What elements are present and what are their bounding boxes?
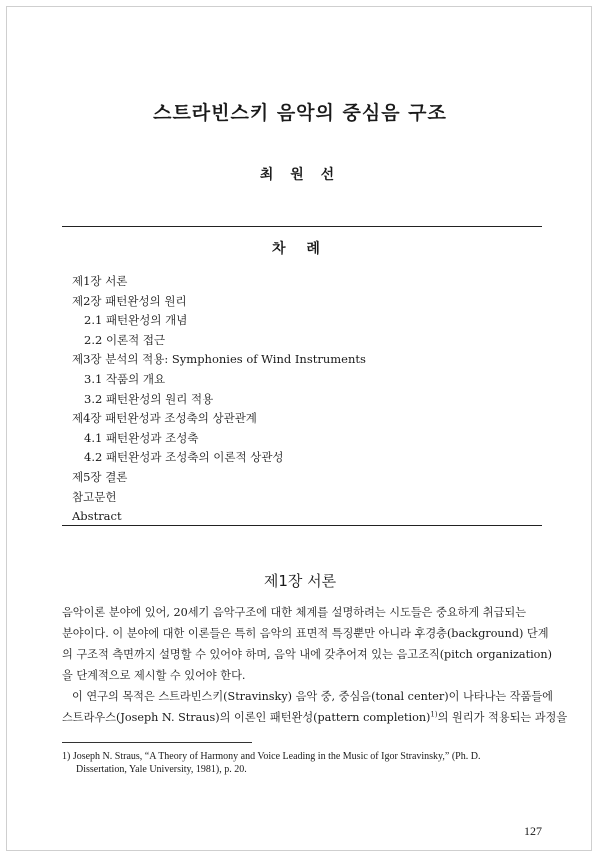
footnote-rule xyxy=(62,742,252,743)
body-text xyxy=(62,602,568,728)
toc-item: 제2장 패턴완성의 원리 xyxy=(72,293,187,308)
footnote-line: Dissertation, Yale University, 1981), p. 20. xyxy=(76,764,247,775)
page-number: 127 xyxy=(524,824,542,838)
toc-item: 참고문헌 xyxy=(72,489,117,504)
body-line: 을 단계적으로 제시할 수 있어야 한다. xyxy=(62,669,246,682)
body-line-part: 스트라우스(Joseph N. Straus)의 이론인 패턴완성(pattern completion) xyxy=(62,711,431,724)
toc-top-rule xyxy=(62,226,542,227)
toc-item: Abstract xyxy=(72,509,122,524)
body-line: 이 연구의 목적은 스트라빈스키(Stravinsky) 음악 중, 중심음(tonal center)이 나타나는 작품들에 xyxy=(72,690,553,703)
toc-subitem: 4.2 패턴완성과 조성축의 이론적 상관성 xyxy=(84,450,284,465)
footnote-line: 1) Joseph N. Straus, “A Theory of Harmony and Voice Leading in the Music of Igor Stravinsky,” (Ph. D. xyxy=(62,751,481,762)
paper-title: 스트라빈스키 음악의 중심음 구조 xyxy=(153,102,447,124)
toc-subitem: 2.1 패턴완성의 개념 xyxy=(84,313,188,328)
toc-item: 제5장 결론 xyxy=(72,469,128,484)
body-line-part: 의 원리가 적용되는 과정을 xyxy=(437,711,568,724)
toc-subitem: 2.2 이론적 접근 xyxy=(84,332,166,347)
toc-bottom-rule xyxy=(62,525,542,526)
body-line: 음악이론 분야에 있어, 20세기 음악구조에 대한 체계를 설명하려는 시도들은 중요하게 취급되는 xyxy=(62,606,527,619)
toc-heading: 차 례 xyxy=(272,241,328,257)
toc-subitem: 4.1 패턴완성과 조성축 xyxy=(84,430,199,445)
toc-item: 제1장 서론 xyxy=(72,274,128,288)
body-line: 의 구조적 측면까지 설명할 수 있어야 하며, 음악 내에 갖추어져 있는 음고조직(pitch organization) xyxy=(62,648,552,661)
author-name: 최 원 선 xyxy=(259,167,341,183)
footnote xyxy=(62,750,542,776)
toc-item: 제3장 분석의 적용: Symphonies of Wind Instruments xyxy=(72,352,366,367)
table-of-contents xyxy=(72,272,542,527)
toc-subitem: 3.1 작품의 개요 xyxy=(84,371,166,386)
footnote-marker: 1) xyxy=(430,710,438,719)
body-line: 분야이다. 이 분야에 대한 이론들은 특히 음악의 표면적 특징뿐만 아니라 후경층(background) 단계 xyxy=(62,627,549,640)
section-heading: 제1장 서론 xyxy=(263,572,337,590)
body-line xyxy=(62,707,568,728)
toc-subitem: 3.2 패턴완성의 원리 적용 xyxy=(84,391,214,406)
toc-item: 제4장 패턴완성과 조성축의 상관관계 xyxy=(72,411,257,426)
